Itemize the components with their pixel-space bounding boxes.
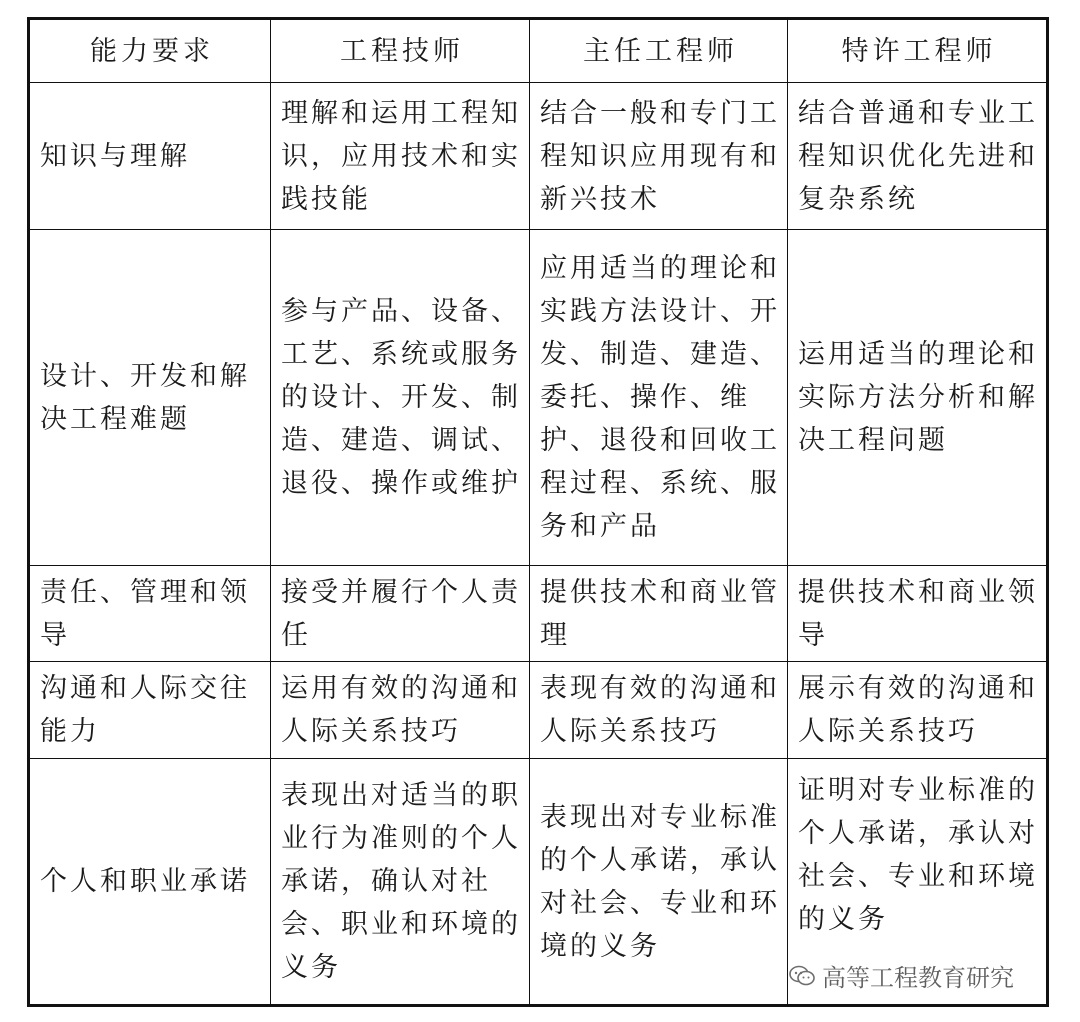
table-cell: 应用适当的理论和实践方法设计、开发、制造、建造、委托、操作、维护、退役和回收工程过程、系统、服务和产品 <box>530 230 788 566</box>
table-cell: 提供技术和商业领导 <box>788 566 1048 662</box>
table-cell: 结合普通和专业工程知识优化先进和复杂系统 <box>788 83 1048 230</box>
row-label: 沟通和人际交往能力 <box>29 662 271 759</box>
table-cell: 理解和运用工程知识，应用技术和实践技能 <box>271 83 530 230</box>
wechat-icon <box>788 964 816 988</box>
table-cell: 表现出对适当的职业行为准则的个人承诺，确认对社会、职业和环境的义务 <box>271 759 530 1006</box>
table-cell: 运用有效的沟通和人际关系技巧 <box>271 662 530 759</box>
header-cell-incorporated-engineer: 主任工程师 <box>530 19 788 83</box>
table-row <box>29 566 1048 662</box>
table-cell: 表现出对专业标准的个人承诺，承认对社会、专业和环境的义务 <box>530 759 788 1006</box>
table-cell: 结合一般和专门工程知识应用现有和新兴技术 <box>530 83 788 230</box>
header-cell-technician: 工程技师 <box>271 19 530 83</box>
table-cell: 运用适当的理论和实际方法分析和解决工程问题 <box>788 230 1048 566</box>
header-cell-chartered-engineer: 特许工程师 <box>788 19 1048 83</box>
table-cell: 证明对专业标准的个人承诺，承认对社会、专业和环境的义务 <box>788 759 1048 1006</box>
table-cell: 展示有效的沟通和人际关系技巧 <box>788 662 1048 759</box>
table-cell: 参与产品、设备、工艺、系统或服务的设计、开发、制造、建造、调试、退役、操作或维护 <box>271 230 530 566</box>
row-label: 知识与理解 <box>29 83 271 230</box>
table-row <box>29 662 1048 759</box>
header-cell-requirement: 能力要求 <box>29 19 271 83</box>
competency-table <box>27 17 1049 1007</box>
watermark-text: 高等工程教育研究 <box>822 964 1014 992</box>
header-row <box>29 19 1048 83</box>
row-label: 个人和职业承诺 <box>29 759 271 1006</box>
table-row <box>29 230 1048 566</box>
table-cell: 表现有效的沟通和人际关系技巧 <box>530 662 788 759</box>
table-cell: 接受并履行个人责任 <box>271 566 530 662</box>
table-cell: 提供技术和商业管理 <box>530 566 788 662</box>
table-row <box>29 83 1048 230</box>
watermark <box>788 958 1014 993</box>
row-label: 责任、管理和领导 <box>29 566 271 662</box>
row-label: 设计、开发和解决工程难题 <box>29 230 271 566</box>
